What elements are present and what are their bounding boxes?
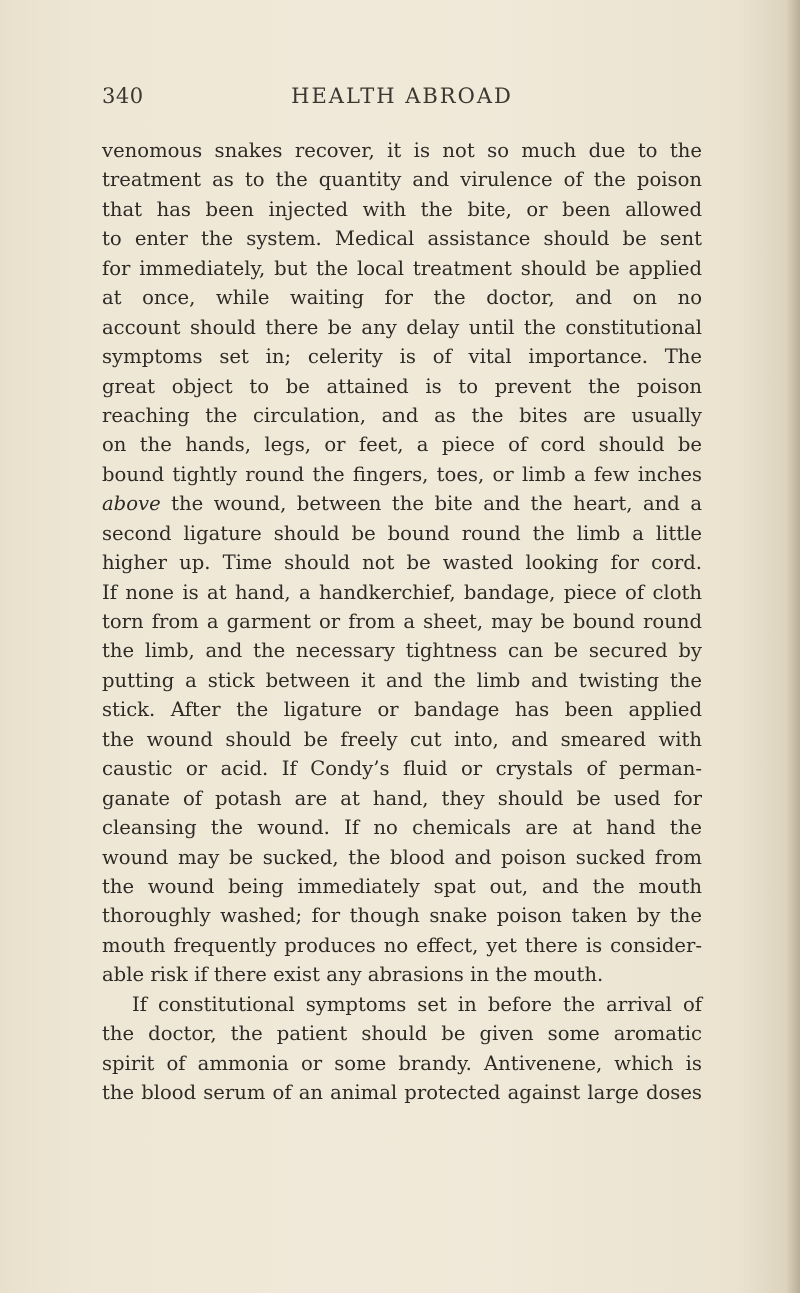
text-line: able risk if there exist any abrasions in the mouth. (102, 963, 604, 987)
text-line: the doctor, the patient should be given some aromatic (102, 1022, 702, 1046)
running-head: HEALTH ABROAD (291, 84, 513, 108)
text-line: If constitutional symptoms set in before the arrival of (132, 992, 702, 1016)
text-line: on the hands, legs, or feet, a piece of cord should be (102, 433, 702, 457)
page-header (102, 84, 702, 120)
emphasis-text: above (102, 492, 161, 516)
text-line: reaching the circulation, and as the bites are usually (102, 403, 702, 427)
text-line: symptoms set in; celerity is of vital importance. The (102, 345, 702, 369)
text-line: caustic or acid. If Condy’s fluid or crystals of perman- (102, 757, 702, 781)
text-line (102, 489, 702, 518)
text-line: putting a stick between it and the limb and twisting the (102, 668, 702, 692)
text-line: venomous snakes recover, it is not so much due to the (102, 139, 702, 162)
text-line: account should there be any delay until the constitutional (102, 315, 702, 339)
text-line: thoroughly washed; for though snake poison taken by the (102, 904, 702, 928)
text-line: mouth frequently produces no effect, yet there is consider- (102, 933, 702, 957)
text-line: the blood serum of an animal protected against large doses (102, 1081, 702, 1104)
text-line: bound tightly round the fingers, toes, or limb a few inches (102, 462, 702, 486)
text-line: the wound being immediately spat out, and the mouth (102, 874, 702, 898)
text-line: cleansing the wound. If no chemicals are at hand the (102, 816, 702, 840)
text-line: great object to be attained is to prevent the poison (102, 374, 702, 398)
text-line: for immediately, but the local treatment should be applied (102, 256, 702, 280)
line-remainder: the wound, between the bite and the heart, and a (160, 492, 702, 516)
text-line: at once, while waiting for the doctor, and on no (102, 286, 702, 310)
text-line: spirit of ammonia or some brandy. Antivenene, which is (102, 1051, 702, 1075)
text-line: torn from a garment or from a sheet, may be bound round (102, 610, 702, 633)
body-text (102, 136, 702, 1107)
page-number: 340 (102, 84, 144, 108)
text-line: stick. After the ligature or bandage has been applied (102, 698, 702, 722)
text-line: the wound should be freely cut into, and smeared with (102, 727, 702, 751)
text-line: that has been injected with the bite, or been allowed (102, 197, 702, 221)
text-line: to enter the system. Medical assistance should be sent (102, 227, 702, 251)
text-line: higher up. Time should not be wasted looking for cord. (102, 551, 702, 575)
text-line: second ligature should be bound round the limb a little (102, 521, 702, 545)
text-line: wound may be sucked, the blood and poison sucked from (102, 845, 702, 869)
page-edge-shadow (786, 0, 800, 1293)
text-line: treatment as to the quantity and virulence of the poison (102, 168, 702, 192)
text-line: ganate of potash are at hand, they should be used for (102, 786, 702, 810)
text-line: If none is at hand, a handkerchief, bandage, piece of cloth (102, 580, 702, 604)
text-line: the limb, and the necessary tightness can be secured by (102, 639, 702, 663)
